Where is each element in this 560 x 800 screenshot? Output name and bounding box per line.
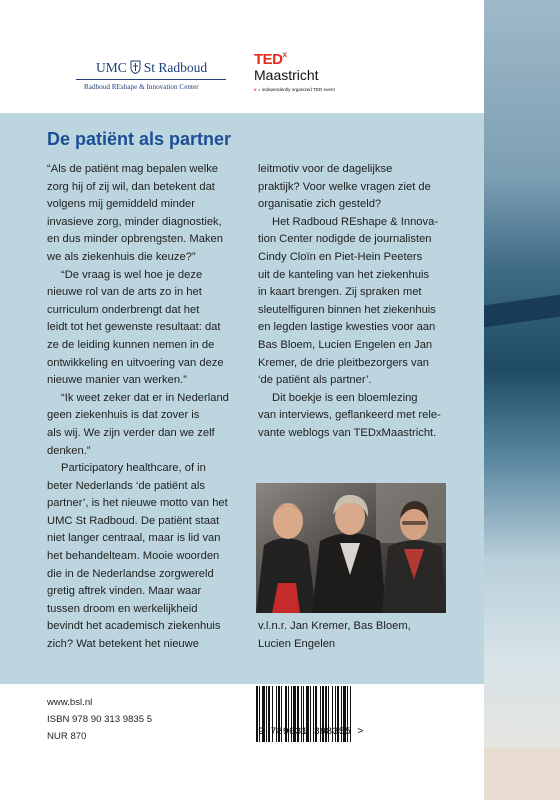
text-line: “Ik weet zeker dat er in Nederland — [61, 391, 229, 404]
text-line: beter Nederlands ‘de patiënt als — [47, 479, 205, 492]
text-line: ontwikkeling en uitvoering van deze — [47, 356, 224, 369]
cover-edge-strip — [484, 0, 560, 800]
text-line: Dit boekje is een bloemlezing — [272, 391, 418, 404]
tedx-logo-x: x — [282, 50, 287, 59]
header-band — [0, 0, 484, 113]
text-line: volgens mij gemiddeld minder — [47, 198, 195, 211]
text-line: en legden lastige kwesties voor aan — [258, 321, 436, 334]
text-line: Het Radboud REshape & Innova- — [272, 215, 439, 228]
text-line: nieuwe rol van de arts zo in het — [47, 286, 202, 299]
text-line: niet langer centraal, maar is lid van — [47, 532, 221, 545]
umc-logo — [76, 60, 226, 98]
umc-logo-name — [96, 60, 207, 76]
barcode-digits: 9 789031 398355 > — [258, 727, 364, 738]
text-line: tion Center nodigde de journalisten — [258, 233, 432, 246]
text-line: geen ziekenhuis is dat zover is — [47, 409, 200, 422]
text-line: “De vraag is wel hoe je deze — [61, 268, 203, 281]
umc-logo-rule — [76, 79, 226, 80]
umc-logo-name-left: UMC — [96, 60, 127, 75]
text-line: ‘de patiënt als partner’. — [258, 374, 372, 387]
text-line: partner’, is het nieuwe motto van het — [47, 497, 228, 510]
nur-code: NUR 870 — [47, 730, 87, 742]
tedx-tagline-x: x — [254, 87, 257, 92]
publisher-url: www.bsl.nl — [47, 697, 93, 708]
caption-line: Lucien Engelen — [258, 637, 336, 650]
isbn: ISBN 978 90 313 9835 5 — [47, 713, 153, 725]
tedx-logo-mark — [254, 50, 286, 68]
publisher-info — [47, 695, 152, 745]
tedx-logo — [254, 50, 364, 100]
text-line: leidt tot het gewenste resultaat: dat — [47, 321, 221, 334]
text-column-right — [258, 161, 458, 443]
text-line: invasieve zorg, minder diagnostiek, — [47, 215, 222, 228]
author-photo — [256, 483, 446, 613]
text-line: die in de Nederlandse zorgwereld — [47, 567, 214, 580]
tedx-tagline-text: = independently organized TED event — [256, 87, 335, 92]
text-line: zich? Wat betekent het nieuwe — [47, 638, 199, 651]
text-line: Participatory healthcare, of in — [61, 462, 206, 475]
text-line: nieuwe manier van werken.” — [47, 374, 187, 387]
tedx-logo-ted: TED — [254, 51, 283, 68]
text-line: vante weblogs van TEDxMaastricht. — [258, 426, 437, 439]
text-line: we als ziekenhuis die keuze?” — [47, 250, 196, 263]
text-line: bevindt het academisch ziekenhuis — [47, 620, 221, 633]
caption-line: v.l.n.r. Jan Kremer, Bas Bloem, — [258, 620, 411, 632]
tedx-logo-tagline — [254, 87, 335, 92]
cover-edge-stripe — [484, 295, 560, 328]
text-line: als wij. We zijn verder dan we zelf — [47, 426, 215, 439]
text-line: ze de leiding kunnen nemen in de — [47, 338, 215, 351]
crest-icon — [130, 60, 141, 74]
text-line: in kaart brengen. Zij spraken met — [258, 286, 422, 299]
text-line: curriculum onderbrengt dat het — [47, 303, 200, 316]
photo-caption — [258, 618, 458, 653]
text-line: praktijk? Voor welke vragen ziet de — [258, 180, 431, 193]
author-photo-image — [256, 483, 446, 613]
text-line: Kremer, de drie pleitbezorgers van — [258, 356, 430, 369]
text-line: Cindy Cloïn en Piet-Hein Peeters — [258, 250, 423, 263]
text-line: Bas Bloem, Lucien Engelen en Jan — [258, 338, 433, 351]
text-line: UMC St Radboud. De patiënt staat — [47, 514, 220, 527]
text-line: uit de kanteling van het ziekenhuis — [258, 268, 430, 281]
text-line: leitmotiv voor de dagelijkse — [258, 163, 393, 175]
text-line: “Als de patiënt mag bepalen welke — [47, 163, 219, 175]
text-line: gretig aftrek vinden. Maar waar — [47, 585, 202, 598]
text-line: het behandelteam. Mooie woorden — [47, 550, 220, 563]
text-line: van interviews, geflankeerd met rele- — [258, 409, 441, 422]
text-line: en dus minder opbrengsten. Maken — [47, 233, 224, 246]
text-line: zorg hij of zij wil, dan betekent dat — [47, 180, 215, 193]
umc-logo-name-right: St Radboud — [143, 60, 208, 75]
text-column-left — [47, 161, 247, 654]
umc-logo-subtitle: Radboud REshape & Innovation Center — [84, 83, 199, 91]
page-title: De patiënt als partner — [47, 129, 232, 149]
tedx-logo-city: Maastricht — [254, 67, 319, 83]
text-line: denken.” — [47, 444, 91, 457]
text-line: sleutelfiguren binnen het ziekenhuis — [258, 303, 436, 316]
text-line: tussen droom en werkelijkheid — [47, 602, 198, 615]
cover-edge-bottom — [484, 748, 560, 800]
text-line: organisatie zich gesteld? — [258, 198, 382, 211]
